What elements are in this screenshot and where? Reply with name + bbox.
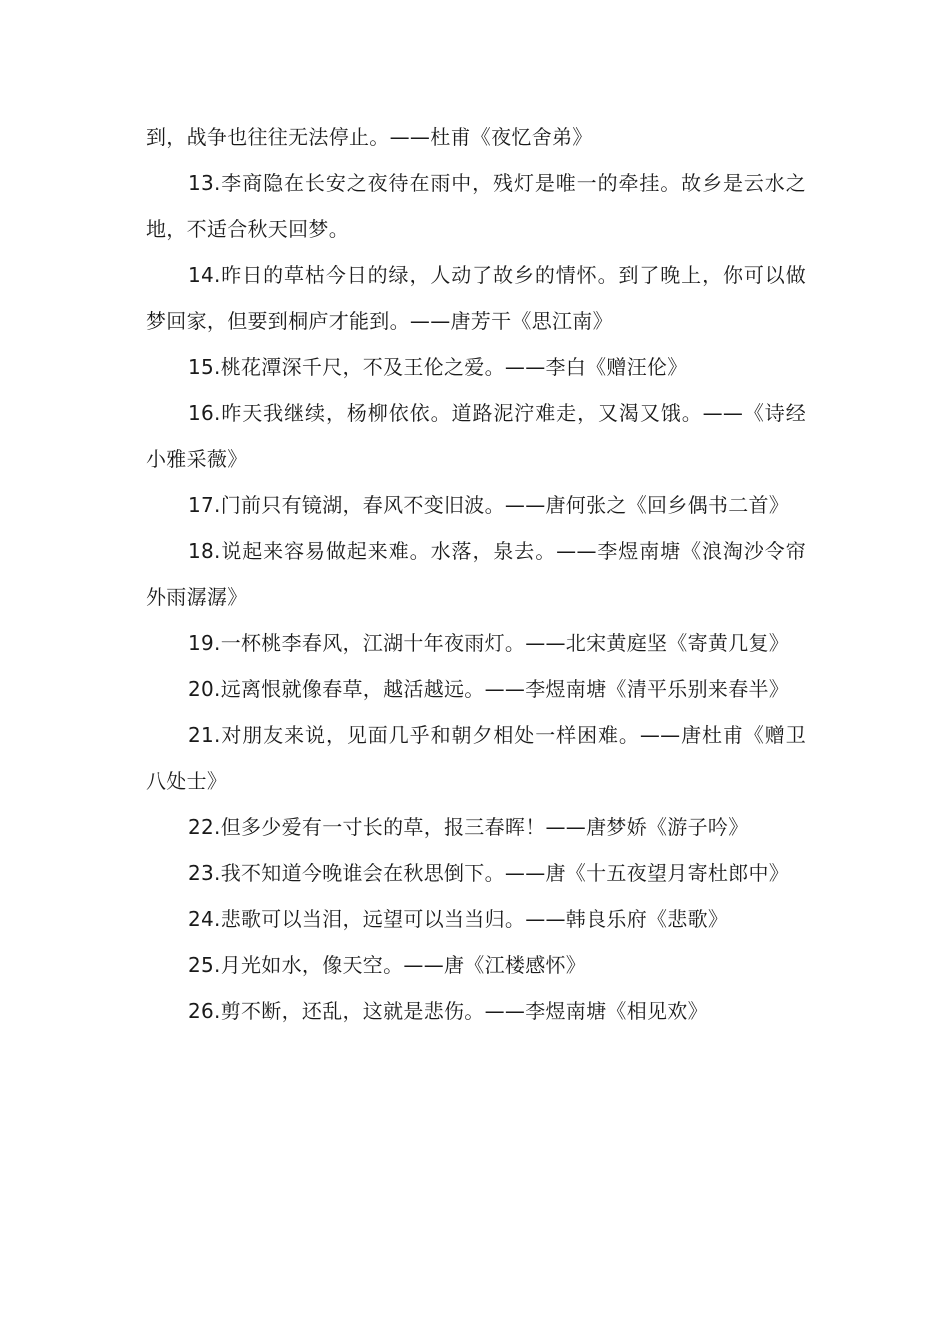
paragraph-17: 17.门前只有镜湖，春风不变旧波。——唐何张之《回乡偶书二首》 [188, 493, 790, 517]
paragraph-25: 25.月光如水，像天空。——唐《江楼感怀》 [188, 953, 587, 977]
paragraph-13: 13.李商隐在长安之夜待在雨中，残灯是唯一的牵挂。故乡是云水之地，不适合秋天回梦。 [146, 171, 806, 241]
paragraph-19: 19.一杯桃李春风，江湖十年夜雨灯。——北宋黄庭坚《寄黄几复》 [188, 631, 790, 655]
paragraph-continuation: 到，战争也往往无法停止。——杜甫《夜忆舍弟》 [146, 125, 593, 149]
paragraph-23: 23.我不知道今晚谁会在秋思倒下。——唐《十五夜望月寄杜郎中》 [188, 861, 790, 885]
paragraph-24: 24.悲歌可以当泪，远望可以当当归。——韩良乐府《悲歌》 [188, 907, 729, 931]
paragraph-20: 20.远离恨就像春草，越活越远。——李煜南塘《清平乐别来春半》 [188, 677, 790, 701]
paragraph-21: 21.对朋友来说，见面几乎和朝夕相处一样困难。——唐杜甫《赠卫八处士》 [146, 723, 806, 793]
paragraph-15: 15.桃花潭深千尺，不及王伦之爱。——李白《赠汪伦》 [188, 355, 688, 379]
paragraph-14: 14.昨日的草枯今日的绿，人动了故乡的情怀。到了晚上，你可以做梦回家，但要到桐庐才能到。——唐芳干《思江南》 [146, 263, 806, 333]
paragraph-18: 18.说起来容易做起来难。水落，泉去。——李煜南塘《浪淘沙令帘外雨潺潺》 [146, 539, 806, 609]
paragraph-22: 22.但多少爱有一寸长的草，报三春晖！——唐梦娇《游子吟》 [188, 815, 749, 839]
paragraph-16: 16.昨天我继续，杨柳依依。道路泥泞难走，又渴又饿。——《诗经小雅采薇》 [146, 401, 806, 471]
document-body [146, 114, 806, 1034]
paragraph-26: 26.剪不断，还乱，这就是悲伤。——李煜南塘《相见欢》 [188, 999, 708, 1023]
